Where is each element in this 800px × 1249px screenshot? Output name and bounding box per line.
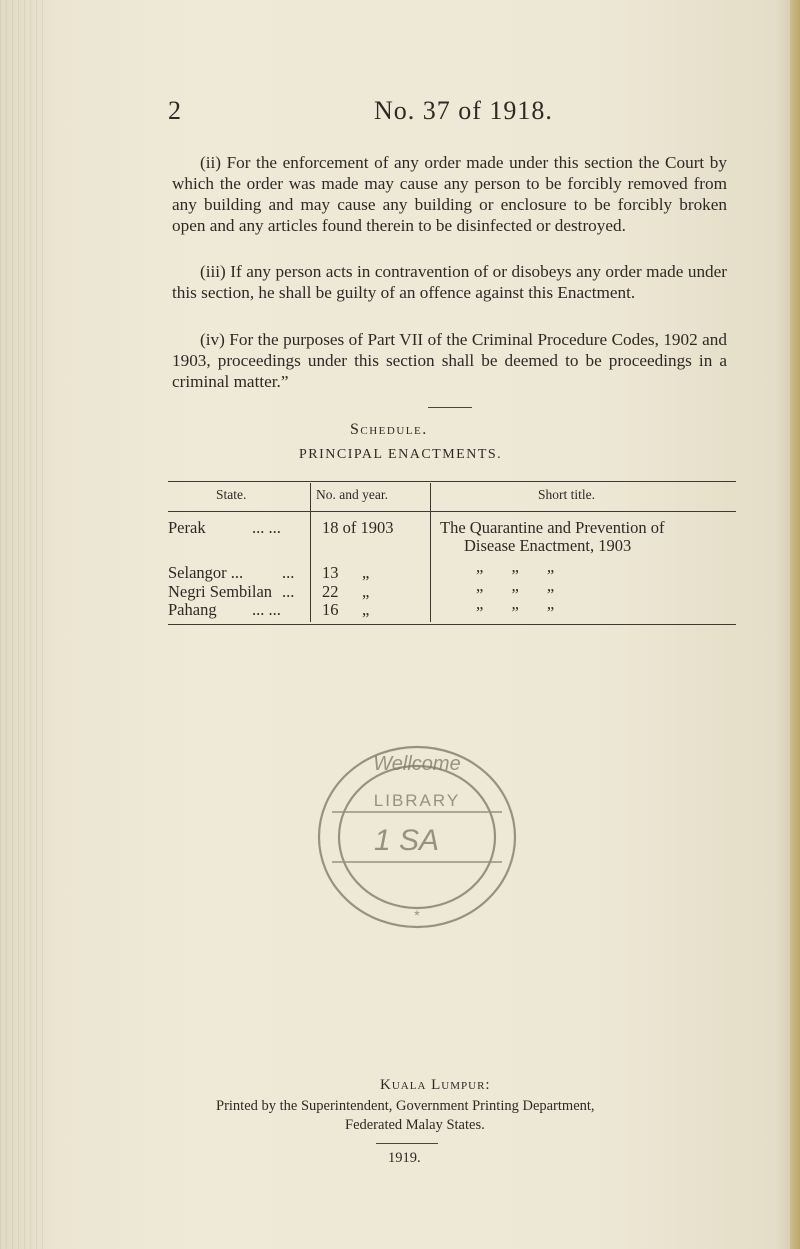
table-cell-state: Negri Sembilan xyxy=(168,582,273,601)
column-divider-2 xyxy=(430,483,431,622)
ditto-mark: „ xyxy=(362,563,370,582)
page-title: No. 37 of 1918. xyxy=(374,96,553,125)
imprint-rule xyxy=(376,1143,438,1144)
table-cell-number: 16 xyxy=(322,600,339,619)
column-header-title: Short title. xyxy=(538,487,595,502)
table-bottom-rule xyxy=(168,624,736,625)
column-divider-1 xyxy=(310,483,311,622)
binding-edge xyxy=(0,0,48,1249)
schedule-title: Schedule. xyxy=(350,421,428,438)
imprint-printer: Printed by the Superintendent, Government Printing Department, xyxy=(216,1098,595,1114)
column-header-state: State. xyxy=(216,487,247,502)
table-cell-number: 13 xyxy=(322,563,339,582)
page-number: 2 xyxy=(168,96,182,125)
schedule-subtitle: PRINCIPAL ENACTMENTS. xyxy=(299,447,503,462)
table-cell-number: 22 xyxy=(322,582,339,601)
table-cell-title-cont: Disease Enactment, 1903 xyxy=(464,536,632,555)
section-divider xyxy=(428,407,472,408)
ditto-marks: ” ” ” xyxy=(476,585,567,604)
ditto-marks: ” ” ” xyxy=(476,566,567,585)
table-cell-state: Pahang xyxy=(168,600,217,619)
paragraph-iv: (iv) For the purposes of Part VII of the Criminal Procedure Codes, 1902 and 1903, proceedings under this section shall be deemed to be proceedings in a criminal matter.” xyxy=(172,330,727,391)
ditto-mark: „ xyxy=(362,582,370,601)
stamp-middle-text: LIBRARY xyxy=(373,791,461,810)
imprint-year: 1919. xyxy=(388,1150,421,1166)
column-header-number: No. and year. xyxy=(316,487,388,502)
table-header-rule xyxy=(168,511,736,512)
stamp-star: * xyxy=(414,907,420,923)
ditto-mark: „ xyxy=(362,600,370,619)
table-top-rule xyxy=(168,481,736,482)
library-stamp xyxy=(312,740,522,935)
table-cell-number: 18 of 1903 xyxy=(322,518,394,537)
paragraph-ii: (ii) For the enforcement of any order made under this section the Court by which the order was made may cause any person to be forcibly removed from any building and may cause any building or enclosure to be forcibly broken open and any articles found therein to be disinfected or destroyed. xyxy=(172,153,727,235)
paragraph-iii: (iii) If any person acts in contravention of or disobeys any order made under this section, he shall be guilty of an offence against this Enactment. xyxy=(172,262,727,302)
imprint-place: Kuala Lumpur: xyxy=(380,1077,491,1093)
table-cell-dots: ... ... xyxy=(252,518,281,537)
table-cell-dots: ... xyxy=(282,582,295,601)
stamp-top-text: Wellcome xyxy=(373,753,461,775)
imprint-states: Federated Malay States. xyxy=(345,1117,485,1133)
table-cell-state: Perak xyxy=(168,518,206,537)
table-cell-dots: ... ... xyxy=(252,600,281,619)
page-edge xyxy=(790,0,800,1249)
ditto-marks: ” ” ” xyxy=(476,603,567,622)
table-cell-dots: ... xyxy=(282,563,295,582)
table-cell-state: Selangor ... xyxy=(168,563,244,582)
stamp-inner-text: 1 SA xyxy=(374,824,440,857)
table-cell-title: The Quarantine and Prevention of xyxy=(440,518,665,537)
